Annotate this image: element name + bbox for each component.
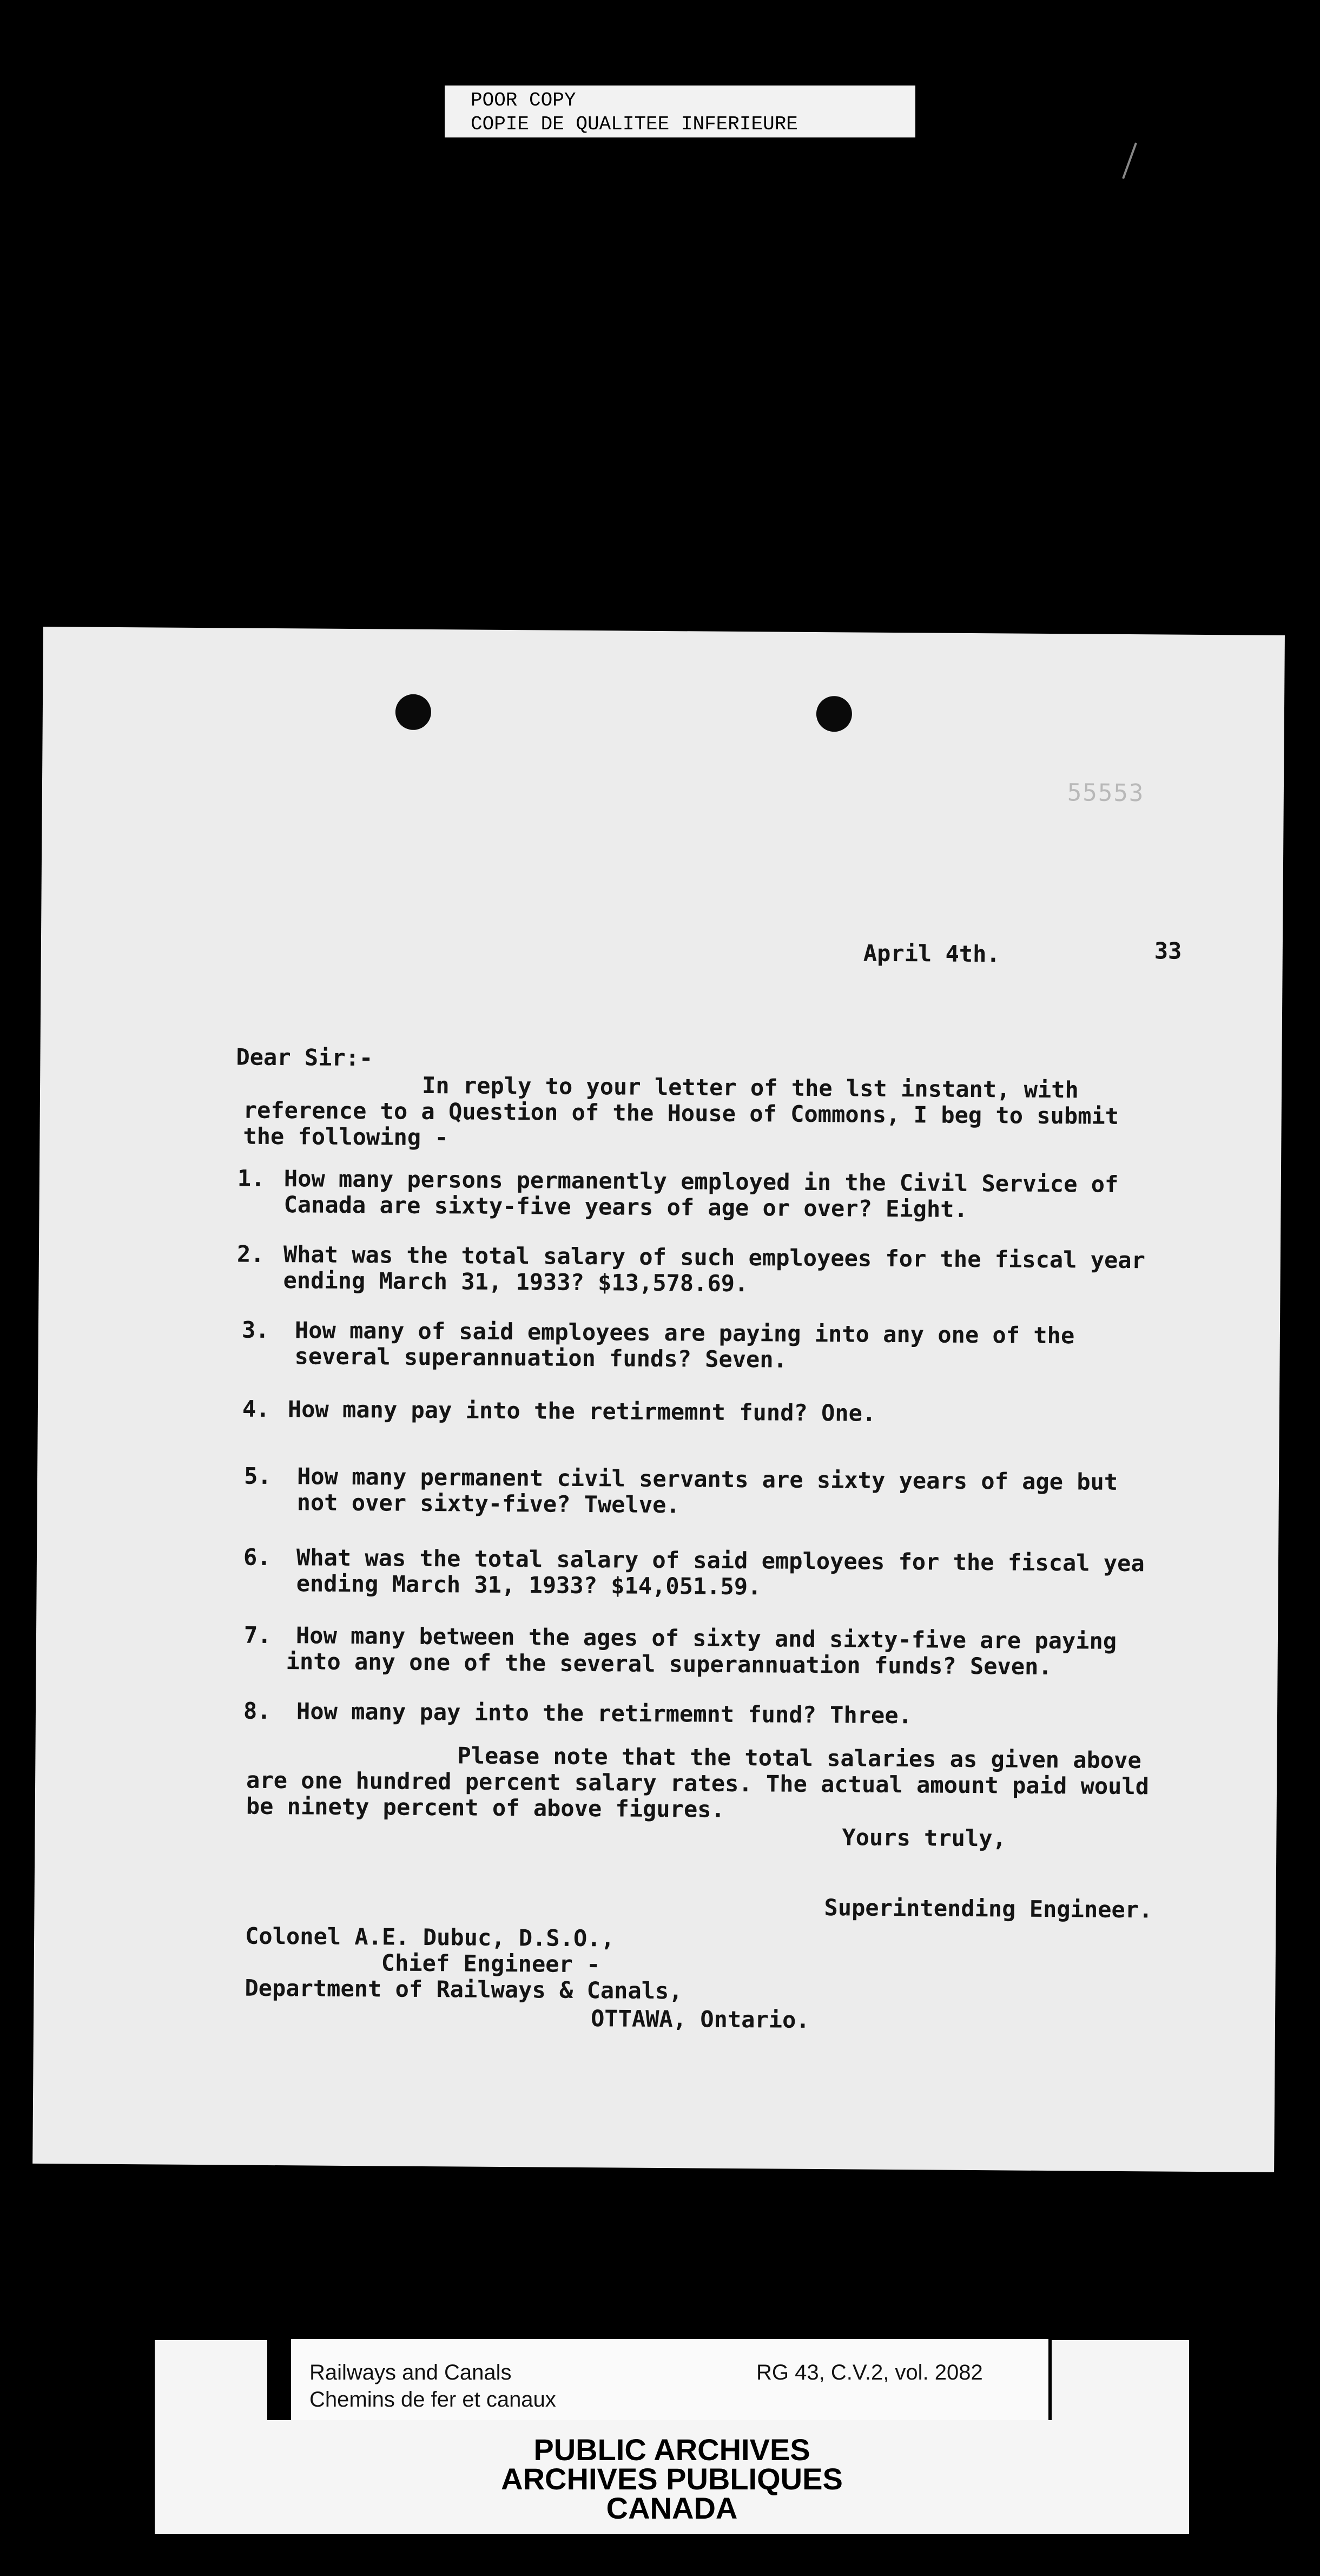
- item-number: 5.: [243, 1462, 272, 1489]
- item-number: 8.: [243, 1697, 271, 1724]
- archives-line: PUBLIC ARCHIVES: [533, 2433, 810, 2467]
- intro-line: In reply to your letter of the lst instant, with: [421, 1072, 1079, 1103]
- salutation: Dear Sir:-: [236, 1043, 373, 1072]
- archives-line: CANADA: [606, 2491, 738, 2525]
- item-number: 2.: [236, 1240, 265, 1267]
- collection-label: [291, 2339, 1048, 2420]
- film-scratch: [1122, 142, 1137, 179]
- item-line: ending March 31, 1933? $14,051.59.: [296, 1570, 762, 1600]
- closing: Yours truly,: [842, 1824, 1007, 1852]
- item-line: How many pay into the retirmemnt fund? One.: [287, 1396, 876, 1427]
- item-line: several superannuation funds? Seven.: [294, 1343, 788, 1373]
- item-line: How many permanent civil servants are sixty years of age but: [296, 1463, 1118, 1495]
- collection-name-en: Railways and Canals: [309, 2361, 512, 2384]
- item-line: How many persons permanently employed in the Civil Service of: [283, 1165, 1119, 1198]
- item-number: 4.: [242, 1395, 270, 1422]
- note-line: be ninety percent of above figures.: [246, 1792, 725, 1823]
- letter-page: [32, 627, 1285, 2172]
- item-line: What was the total salary of said employees for the fiscal yea: [296, 1544, 1145, 1577]
- addressee-line: OTTAWA, Ontario.: [590, 2005, 810, 2033]
- stamp-line-1: POOR COPY: [471, 89, 576, 111]
- note-line: are one hundred percent salary rates. The actual amount paid would: [246, 1766, 1150, 1800]
- punch-hole: [395, 694, 431, 730]
- item-line: How many of said employees are paying into any one of the: [294, 1317, 1075, 1349]
- addressee-line: Chief Engineer -: [381, 1949, 600, 1978]
- signature-title: Superintending Engineer.: [824, 1894, 1153, 1923]
- item-line: ending March 31, 1933? $13,578.69.: [283, 1267, 749, 1297]
- collection-name-fr: Chemins de fer et canaux: [309, 2388, 556, 2411]
- letter-date: April 4th.: [863, 939, 1000, 968]
- archives-title: [155, 2435, 1189, 2523]
- item-number: 1.: [237, 1165, 265, 1192]
- archives-line: ARCHIVES PUBLIQUES: [501, 2462, 843, 2496]
- record-group-reference: RG 43, C.V.2, vol. 2082: [756, 2361, 983, 2384]
- poor-copy-stamp: [445, 86, 915, 137]
- page-number: 33: [1154, 937, 1182, 964]
- addressee-line: Colonel A.E. Dubuc, D.S.O.,: [245, 1922, 615, 1952]
- item-line: How many pay into the retirmemnt fund? Three.: [296, 1698, 913, 1729]
- item-number: 3.: [241, 1316, 269, 1343]
- item-line: into any one of the several superannuation funds? Seven.: [286, 1648, 1052, 1680]
- item-line: How many between the ages of sixty and sixty-five are paying: [295, 1622, 1117, 1654]
- item-number: 6.: [243, 1543, 271, 1570]
- item-line: What was the total salary of such employees for the fiscal year: [283, 1241, 1146, 1274]
- file-stamp-number: 55553: [1067, 779, 1145, 807]
- item-line: Canada are sixty-five years of age or over? Eight.: [283, 1191, 968, 1223]
- intro-line: the following -: [243, 1122, 448, 1151]
- punch-hole: [816, 696, 852, 732]
- note-line: Please note that the total salaries as given above: [457, 1742, 1141, 1774]
- intro-line: reference to a Question of the House of Commons, I beg to submit: [243, 1096, 1119, 1129]
- addressee-line: Department of Railways & Canals,: [245, 1974, 683, 2005]
- item-line: not over sixty-five? Twelve.: [296, 1489, 680, 1519]
- stamp-line-2: COPIE DE QUALITEE INFERIEURE: [471, 113, 798, 135]
- item-number: 7.: [243, 1621, 272, 1648]
